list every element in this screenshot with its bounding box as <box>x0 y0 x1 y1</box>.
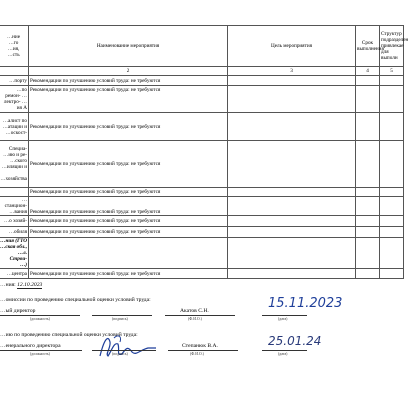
row-goal <box>228 76 356 86</box>
row-measure <box>29 238 228 269</box>
row-goal <box>228 269 356 279</box>
column-number-row <box>0 67 404 76</box>
date-line-underline <box>262 350 307 351</box>
position-line <box>0 350 82 351</box>
measures-table <box>0 25 408 279</box>
caption-signature: (подпись) <box>112 352 128 356</box>
row-measure: Рекомендации по улучшению условий труда: не требуются <box>29 197 228 216</box>
table-row <box>0 227 404 238</box>
row-deadline <box>356 86 380 113</box>
row-position: …станцион- …вания <box>0 197 29 216</box>
date-value: 12.10.2023 <box>17 282 43 288</box>
signature-line <box>92 315 152 316</box>
row-position: …о хозяй- <box>0 216 29 227</box>
row-department <box>380 227 404 238</box>
commission-text: …омиссии по проведению специальной оценки условий труда: <box>0 297 151 303</box>
section-title: …ния (ГТО …ская обл., …л. Строи- …) <box>0 238 27 268</box>
date-label: …ния: <box>0 282 16 288</box>
row-measure: Рекомендации по улучшению условий труда: не требуются <box>29 113 228 141</box>
row-position: …обиля <box>0 227 29 238</box>
table-row <box>0 197 404 216</box>
row-measure: Рекомендации по улучшению условий труда: не требуются <box>29 188 228 197</box>
name-line <box>165 315 235 316</box>
column-number <box>0 67 29 76</box>
row-department <box>380 141 404 188</box>
row-goal <box>228 141 356 188</box>
table-row <box>0 76 404 86</box>
row-goal <box>228 227 356 238</box>
table-header-row <box>0 26 404 67</box>
header-measure-goal: Цель мероприятия <box>228 26 356 67</box>
row-measure: Рекомендации по улучшению условий труда: не требуются <box>29 76 228 86</box>
row-measure: Рекомендации по улучшению условий труда: не требуются <box>29 227 228 238</box>
row-department <box>380 269 404 279</box>
row-department <box>380 188 404 197</box>
caption-signature: (подпись) <box>112 317 128 321</box>
row-goal <box>228 238 356 269</box>
caption-date: (дата) <box>278 352 288 356</box>
caption-fio: (Ф.И.О.) <box>190 352 204 356</box>
table-row <box>0 141 404 188</box>
row-measure: Рекомендации по улучшению условий труда: не требуются <box>29 141 228 188</box>
row-department <box>380 86 404 113</box>
row-deadline <box>356 113 380 141</box>
row-measure: Рекомендации по улучшению условий труда: не требуются <box>29 216 228 227</box>
row-measure: Рекомендации по улучшению условий труда: не требуются <box>29 86 228 113</box>
commission-role: …ый директор <box>0 308 36 314</box>
row-goal <box>228 197 356 216</box>
position-line <box>0 315 80 316</box>
name-line <box>168 350 238 351</box>
row-department <box>380 113 404 141</box>
row-position: …алист по …атации и …оскост- <box>0 113 29 141</box>
date-line <box>0 282 42 288</box>
row-measure: Рекомендации по улучшению условий труда: не требуются <box>29 269 228 279</box>
row-deadline <box>356 216 380 227</box>
row-department <box>380 216 404 227</box>
signature-line <box>92 350 156 351</box>
row-position: …порту <box>0 76 29 86</box>
row-deadline <box>356 238 380 269</box>
row-deadline <box>356 141 380 188</box>
row-position: …по ремон- …лектро- …ия А <box>0 86 29 113</box>
header-deadline: Срок выполнения <box>356 26 380 67</box>
column-number: 4 <box>356 67 380 76</box>
table-row <box>0 269 404 279</box>
handwritten-date: 25.01.24 <box>268 334 322 348</box>
column-number: 2 <box>29 67 228 76</box>
row-goal <box>228 188 356 197</box>
row-goal <box>228 216 356 227</box>
row-deadline <box>356 76 380 86</box>
row-department <box>380 238 404 269</box>
caption-position: (должность) <box>30 317 50 321</box>
row-goal <box>228 86 356 113</box>
row-position <box>0 188 29 197</box>
caption-position: (должность) <box>30 352 50 356</box>
handwritten-signature <box>96 330 158 362</box>
row-position: Специа- …ию и ре- …ского …иляции и …хозяйства <box>0 141 29 188</box>
row-deadline <box>356 269 380 279</box>
row-deadline <box>356 227 380 238</box>
commission-name: Акатов С.Н. <box>180 308 209 314</box>
table-row <box>0 188 404 197</box>
caption-date: (дата) <box>278 317 288 321</box>
row-deadline <box>356 197 380 216</box>
row-department <box>380 197 404 216</box>
header-department: Структур подразделен привлекае для выполн <box>380 26 404 67</box>
header-measure-name: Наименование мероприятия <box>29 26 228 67</box>
column-number: 5 <box>380 67 404 76</box>
org-name: Степанюк В.А. <box>182 343 218 349</box>
row-deadline <box>356 188 380 197</box>
row-goal <box>228 113 356 141</box>
table-row <box>0 216 404 227</box>
column-number: 3 <box>228 67 356 76</box>
org-role: …енерального директора <box>0 343 61 349</box>
row-department <box>380 76 404 86</box>
caption-fio: (Ф.И.О.) <box>188 317 202 321</box>
table-row <box>0 86 404 113</box>
table-row-section <box>0 238 404 269</box>
row-position: …центра <box>0 269 29 279</box>
handwritten-date: 15.11.2023 <box>268 296 343 311</box>
header-position: …ние …го …ия, …сть <box>0 26 29 67</box>
org-text: …ию по проведению специальной оценки условий труда: <box>0 332 138 338</box>
table-row <box>0 113 404 141</box>
date-line-underline <box>262 315 307 316</box>
